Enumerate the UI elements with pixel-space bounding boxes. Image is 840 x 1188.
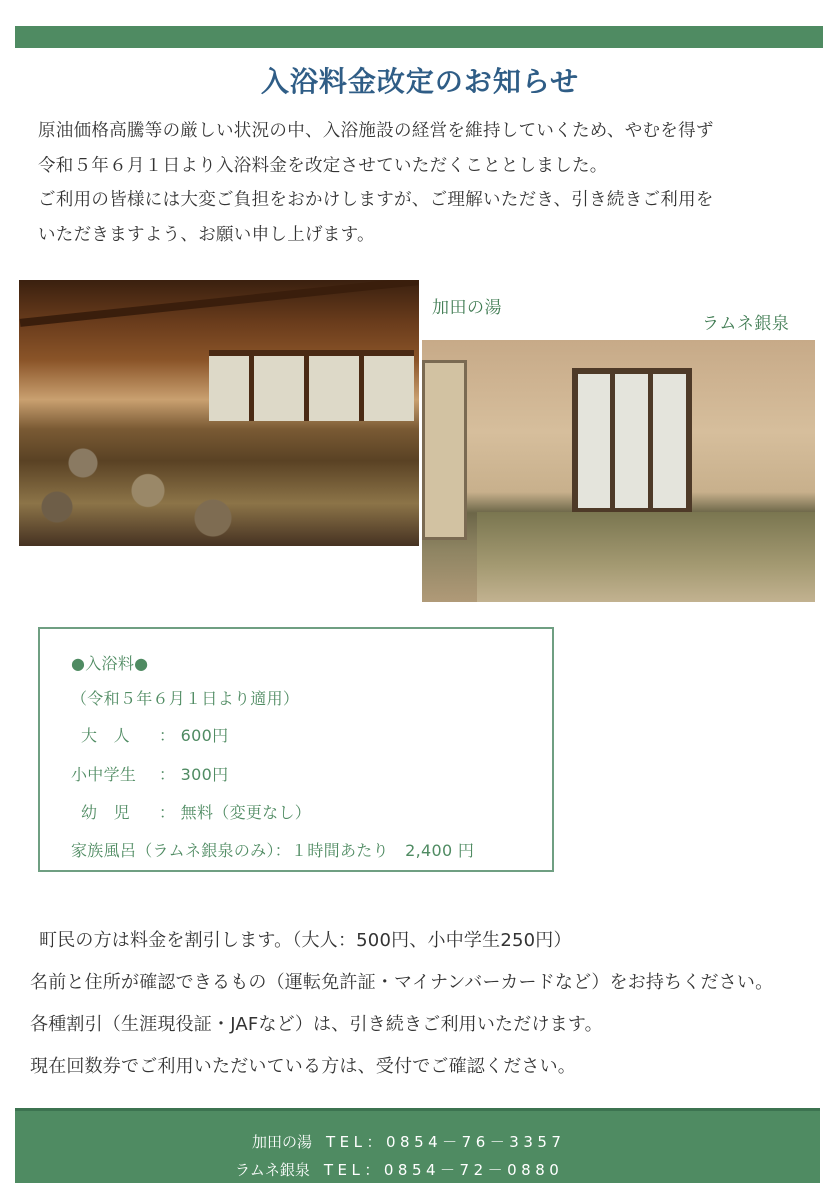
intro-line: 原油価格高騰等の厳しい状況の中、入浴施設の経営を維持していくため、やむを得ず bbox=[38, 121, 714, 141]
contact-footer bbox=[15, 1108, 820, 1183]
price-row-adult bbox=[71, 723, 228, 746]
header-band bbox=[15, 26, 823, 48]
price-label: 幼 児 bbox=[81, 803, 130, 822]
intro-line: 令和５年６月１日より入浴料金を改定させていただくこととしました。 bbox=[38, 155, 608, 176]
note-line: 町民の方は料金を割引します。（大人：500円、小中学生250円） bbox=[39, 930, 572, 951]
ceiling-beam bbox=[20, 280, 419, 327]
door bbox=[422, 360, 467, 540]
window bbox=[209, 350, 414, 421]
notes bbox=[30, 920, 820, 1088]
pricing-heading: ●入浴料● bbox=[71, 654, 149, 673]
note-line: 各種割引（生涯現役証・JAFなど）は、引き続きご利用いただけます。 bbox=[30, 1014, 603, 1035]
intro-paragraph bbox=[38, 114, 818, 252]
price-label: 大 人 bbox=[81, 726, 130, 745]
pricing-effective-date: （令和５年６月１日より適用） bbox=[71, 689, 300, 708]
facility-name: 加田の湯 bbox=[252, 1133, 313, 1151]
price-row-child bbox=[71, 762, 228, 785]
note-line: 現在回数券でご利用いただいている方は、受付でご確認ください。 bbox=[30, 1056, 576, 1077]
price-row-infant bbox=[71, 800, 311, 823]
rock-garden bbox=[31, 430, 291, 540]
price-value: ： 無料（変更なし） bbox=[159, 803, 312, 822]
kada-no-yu-photo bbox=[19, 280, 419, 546]
ramune-ginsen-label: ラムネ銀泉 bbox=[702, 314, 790, 334]
kada-no-yu-label: 加田の湯 bbox=[432, 298, 502, 318]
contact-kada bbox=[252, 1131, 565, 1152]
window bbox=[572, 368, 692, 514]
ramune-ginsen-photo bbox=[422, 340, 815, 602]
phone-number: TEL：0854－72－0880 bbox=[323, 1161, 564, 1179]
price-value: ： 300円 bbox=[159, 765, 229, 784]
intro-line: ご利用の皆様には大変ご負担をおかけしますが、ご理解いただき、引き続きご利用を bbox=[38, 190, 714, 210]
intro-line: いただきますよう、お願い申し上げます。 bbox=[38, 224, 375, 245]
bath-water bbox=[477, 512, 815, 602]
price-label: 小中学生 bbox=[71, 765, 137, 784]
contact-ramune bbox=[235, 1159, 563, 1180]
phone-number: TEL：0854－76－3357 bbox=[326, 1133, 566, 1151]
note-line: 名前と住所が確認できるもの（運転免許証・マイナンバーカードなど）をお持ちください。 bbox=[30, 972, 774, 993]
price-row-family-bath: 家族風呂（ラムネ銀泉のみ）：１時間あたり 2,400 円 bbox=[71, 841, 475, 860]
pricing-box bbox=[38, 627, 554, 872]
page-title: 入浴料金改定のお知らせ bbox=[260, 65, 580, 98]
price-value: ： 600円 bbox=[159, 726, 229, 745]
facility-name: ラムネ銀泉 bbox=[235, 1161, 310, 1179]
